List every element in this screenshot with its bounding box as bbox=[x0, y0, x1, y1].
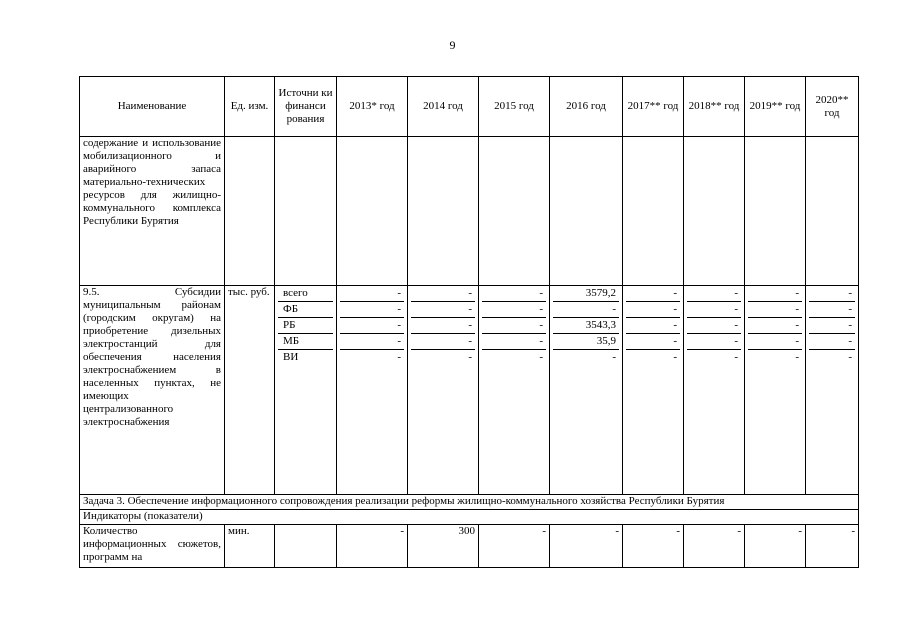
value: - bbox=[553, 302, 619, 318]
source-label: МБ bbox=[278, 334, 333, 350]
value: - bbox=[482, 334, 546, 350]
value-cell bbox=[408, 286, 479, 495]
value-cell bbox=[745, 286, 806, 495]
value: - bbox=[809, 334, 855, 350]
value: - bbox=[626, 302, 680, 318]
row-name: 9.5. Субсидии муниципальным районам (городским округам) на приобретение дизельных электростанций для обеспечения населения электроснабжением в населенных пунктах, не имеющих централизованного электроснабжения bbox=[80, 286, 225, 495]
value: - bbox=[687, 286, 741, 302]
value: - bbox=[337, 525, 408, 568]
value-cell bbox=[337, 286, 408, 495]
value: - bbox=[411, 302, 475, 318]
source-label: ВИ bbox=[283, 351, 299, 363]
header-year: 2015 год bbox=[479, 77, 550, 137]
empty-cell bbox=[479, 137, 550, 286]
header-year: 2018** год bbox=[684, 77, 745, 137]
value: - bbox=[673, 351, 677, 363]
value: 3579,2 bbox=[553, 286, 619, 302]
empty-cell bbox=[408, 137, 479, 286]
row-name: Количество информационных сюжетов, программ на bbox=[80, 525, 225, 568]
value: 35,9 bbox=[553, 334, 619, 350]
header-year: 2013* год bbox=[337, 77, 408, 137]
section-row bbox=[80, 495, 859, 510]
value: - bbox=[539, 351, 543, 363]
value: - bbox=[626, 334, 680, 350]
value: - bbox=[479, 525, 550, 568]
value: - bbox=[340, 302, 404, 318]
value: - bbox=[340, 286, 404, 302]
value: - bbox=[482, 302, 546, 318]
value: - bbox=[550, 525, 623, 568]
header-name: Наименование bbox=[80, 77, 225, 137]
value: - bbox=[482, 286, 546, 302]
header-year: 2019** год bbox=[745, 77, 806, 137]
source-label: РБ bbox=[278, 318, 333, 334]
empty-cell bbox=[225, 137, 275, 286]
value: - bbox=[626, 286, 680, 302]
empty-cell bbox=[275, 137, 337, 286]
program-table bbox=[79, 76, 859, 568]
header-year: 2014 год bbox=[408, 77, 479, 137]
value: - bbox=[411, 318, 475, 334]
header-unit: Ед. изм. bbox=[225, 77, 275, 137]
value: - bbox=[468, 351, 472, 363]
header-source: Источни ки финанси рования bbox=[275, 77, 337, 137]
value: - bbox=[748, 286, 802, 302]
value: 3543,3 bbox=[553, 318, 619, 334]
header-year: 2020** год bbox=[806, 77, 859, 137]
value-cell bbox=[550, 286, 623, 495]
empty-cell bbox=[745, 137, 806, 286]
row-unit: тыс. руб. bbox=[225, 286, 275, 495]
value: - bbox=[745, 525, 806, 568]
value: - bbox=[809, 286, 855, 302]
header-row bbox=[80, 77, 859, 137]
value: - bbox=[795, 351, 799, 363]
value: - bbox=[612, 351, 616, 363]
source-label: всего bbox=[278, 286, 333, 302]
empty-cell bbox=[337, 137, 408, 286]
value: 300 bbox=[408, 525, 479, 568]
value: - bbox=[684, 525, 745, 568]
value: - bbox=[687, 334, 741, 350]
value-cell bbox=[623, 286, 684, 495]
value: - bbox=[411, 286, 475, 302]
value-cell bbox=[806, 286, 859, 495]
value: - bbox=[623, 525, 684, 568]
header-year: 2016 год bbox=[550, 77, 623, 137]
section-row bbox=[80, 510, 859, 525]
row-unit: мин. bbox=[225, 525, 275, 568]
empty-cell bbox=[623, 137, 684, 286]
value: - bbox=[848, 351, 852, 363]
value: - bbox=[687, 302, 741, 318]
source-label: ФБ bbox=[278, 302, 333, 318]
value-cell bbox=[479, 286, 550, 495]
table-row bbox=[80, 137, 859, 286]
indicators-heading: Индикаторы (показатели) bbox=[80, 510, 859, 525]
row-name: содержание и использование мобилизационного и аварийного запаса материально-технических ресурсов для жилищно-коммунального комплекса Республики Бурятия bbox=[80, 137, 225, 286]
value: - bbox=[748, 334, 802, 350]
value: - bbox=[809, 302, 855, 318]
value: - bbox=[340, 334, 404, 350]
page-number: 9 bbox=[449, 38, 456, 52]
table-row bbox=[80, 286, 859, 495]
value: - bbox=[806, 525, 859, 568]
value: - bbox=[482, 318, 546, 334]
value: - bbox=[397, 351, 401, 363]
value: - bbox=[734, 351, 738, 363]
task-heading: Задача 3. Обеспечение информационного сопровождения реализации реформы жилищно-коммунального хозяйства Республики Бурятия bbox=[80, 495, 859, 510]
value: - bbox=[748, 318, 802, 334]
value: - bbox=[809, 318, 855, 334]
value: - bbox=[626, 318, 680, 334]
empty-cell bbox=[684, 137, 745, 286]
value: - bbox=[340, 318, 404, 334]
value: - bbox=[748, 302, 802, 318]
source-cell bbox=[275, 286, 337, 495]
row-source bbox=[275, 525, 337, 568]
value: - bbox=[687, 318, 741, 334]
value-cell bbox=[684, 286, 745, 495]
empty-cell bbox=[550, 137, 623, 286]
header-year: 2017** год bbox=[623, 77, 684, 137]
empty-cell bbox=[806, 137, 859, 286]
value: - bbox=[411, 334, 475, 350]
table-row bbox=[80, 525, 859, 568]
